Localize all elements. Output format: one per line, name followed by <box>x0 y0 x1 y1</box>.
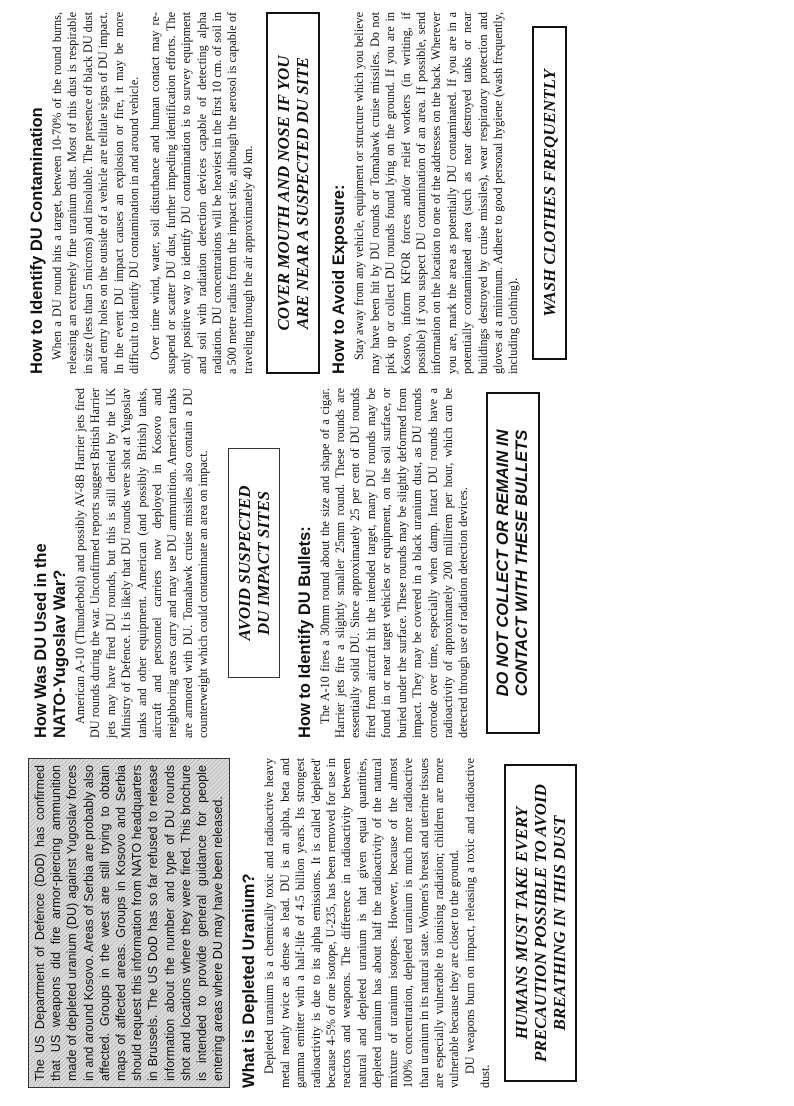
heading-how-du-used <box>32 388 70 738</box>
warning-box-avoid-line-1: AVOID SUSPECTED <box>234 485 254 641</box>
warning-box-wash-line: WASH CLOTHES FREQUENTLY <box>539 69 559 317</box>
heading-identify-du-bullets: How to Identify DU Bullets: <box>295 526 314 738</box>
column-right <box>28 12 764 374</box>
avoid-exposure-paragraph: Stay away from any vehicle, equipment or structure which you believe may have been hit by DU rounds or Tomahawk cruise missiles. Do not pick up or collect DU rounds found lying on the ground. If you are in Kosovo, inform KFOR forces and/or relief workers (in writing, if possible) if you suspect DU contamination of an area. If possible, send information on the location to one of the addresses on the back. Wherever you are, mark the area as potentially DU contaminated. If you are in a potentially contaminated area (such as near destroyed tanks or near buildings destroyed by cruise missiles), wear respiratory protection and gloves at a minimum. Adhere to good personal hygiene (wash frequently, including clothing). <box>352 12 521 374</box>
column-left <box>28 758 764 1088</box>
warning-box-humans-line-2: PRECAUTION POSSIBLE TO AVOID <box>530 784 550 1062</box>
warning-box-cover-line-2: ARE NEAR A SUSPECTED DU SITE <box>293 57 313 329</box>
warning-box-do-not-collect <box>486 392 540 734</box>
warning-box-avoid-line-2: DU IMPACT SITES <box>253 490 273 636</box>
heading-how-du-used-line-2: NATO-Yugoslav War? <box>51 569 69 738</box>
heading-avoid-exposure: How to Avoid Exposure: <box>330 184 349 374</box>
warning-box-humans-line-1: HUMANS MUST TAKE EVERY <box>511 806 531 1040</box>
heading-identify-du-contamination: How to Identify DU Contamination <box>28 107 46 374</box>
what-is-du-paragraph-2: DU weapons burn on impact, releasing a toxic and radioactive dust. <box>462 758 493 1088</box>
heading-what-is-du: What is Depleted Uranium? <box>240 873 259 1088</box>
column-middle <box>28 388 764 738</box>
warning-box-humans-line-3: BREATHING IN THIS DUST <box>549 815 569 1031</box>
warning-box-avoid-sites <box>228 448 280 678</box>
identify-contamination-paragraph-2: Over time wind, water, soil disturbance and human contact may re-suspend or scatter DU dust, further impeding identification efforts. The only positive way to identify DU contamination is to survey equipment and soil with radiation detection devices capable of detecting alpha radiation. DU concentrations will be heaviest in the first 10 cm. of soil in a 500 metre radius from the impact site, although the aerosol is capable of traveling through the air approximately 40 km. <box>148 12 255 374</box>
warning-box-wash-clothes <box>532 26 567 360</box>
what-is-du-paragraph-1: Depleted uranium is a chemically toxic and radioactive heavy metal nearly twice as dense as lead. DU is an alpha, beta and gamma emitter with a half-life of 4.5 billion years. Its strongest radioactivity is due to its alpha emissions. It is called 'depleted' because 4-5% of one isotope, U-235, has been removed for use in reactors and weapons. The difference in radioactivity between natural and depleted uranium is that given equal quantities, depleted uranium has about half the radioactivity of the natural mixture of uranium isotopes. However, because of the almost 100% concentration, depleted uranium is much more radioactive than uranium in its natural state. Women's breast and uterine tissues are especially vulnerable to ionising radiation; children are more vulnerable because they are closer to the ground. <box>262 758 462 1088</box>
identify-contamination-paragraph-1: When a DU round hits a target, between 10-70% of the round burns, releasing an extremely fine uranium dust. Most of this dust is respirable in size (less than 5 microns) and insoluble. The presence of black DU dust and entry holes on the outside of a vehicle are telltale signs of DU impact. In the event DU impact causes an explosion or fire, it may be more difficult to identify DU contamination in and around vehicle. <box>50 12 142 374</box>
identify-du-bullets-paragraph: The A-10 fires a 30mm round about the size and shape of a cigar. Harrier jets fire a slightly smaller 25mm round. These rounds are essentially solid DU. Since approximately 25 per cent of DU rounds fired from aircraft hit the intended target, many DU rounds may be found in or near target vehicles or equipment, on the soil surface, or buried under the surface. These rounds may be slightly deformed from impact. They may be covered in a black uranium dust, as DU rounds corrode over time, especially when damp. Intact DU rounds have a radioactivity of approximately 200 millirem per hour, which can be detected through use of radiation detection devices. <box>317 388 471 738</box>
intro-paragraph: The US Department of Defence (DoD) has confirmed that US weapons did fire armor-piercing ammunition made of depleted uranium (DU) against Yugoslav forces in and around Kosovo. Areas of Serbia are probably also affected. Groups in the west are still trying to obtain maps of affected areas. Groups in Kosovo and Serbia should request this information from NATO headquarters in Brussels. The US DoD has so far refused to release information about the number and type of DU rounds shot and locations where they were fired. This brochure is intended to provide general guidance for people entering areas where DU may have been released. <box>28 758 230 1088</box>
how-du-used-paragraph: American A-10 (Thunderbolt) and possibly AV-8B Harrier jets fired DU rounds during the war. Unconfirmed reports suggest British Harrier jets may have fired DU rounds, but this is still denied by the UK Ministry of Defence. It is likely that DU rounds were shot at Yugoslav tanks and other equipment. American (and possibly British) tanks, aircraft and personnel carriers now deployed in Kosovo and neighboring areas carry and may use DU ammunition. American tanks are armored with DU. Tomahawk cruise missiles also contain a DU counterweight which could contaminate an area on impact. <box>73 388 211 738</box>
warning-box-cover-line-1: COVER MOUTH AND NOSE IF YOU <box>274 55 294 331</box>
warning-box-collect-line-2: CONTACT WITH THESE BULLETS <box>512 429 531 697</box>
heading-how-du-used-line-1: How Was DU Used in the <box>32 543 50 738</box>
warning-box-collect-line-1: DO NOT COLLECT OR REMAIN IN <box>493 429 512 697</box>
warning-box-humans <box>504 764 577 1082</box>
warning-box-cover-mouth <box>266 12 320 374</box>
